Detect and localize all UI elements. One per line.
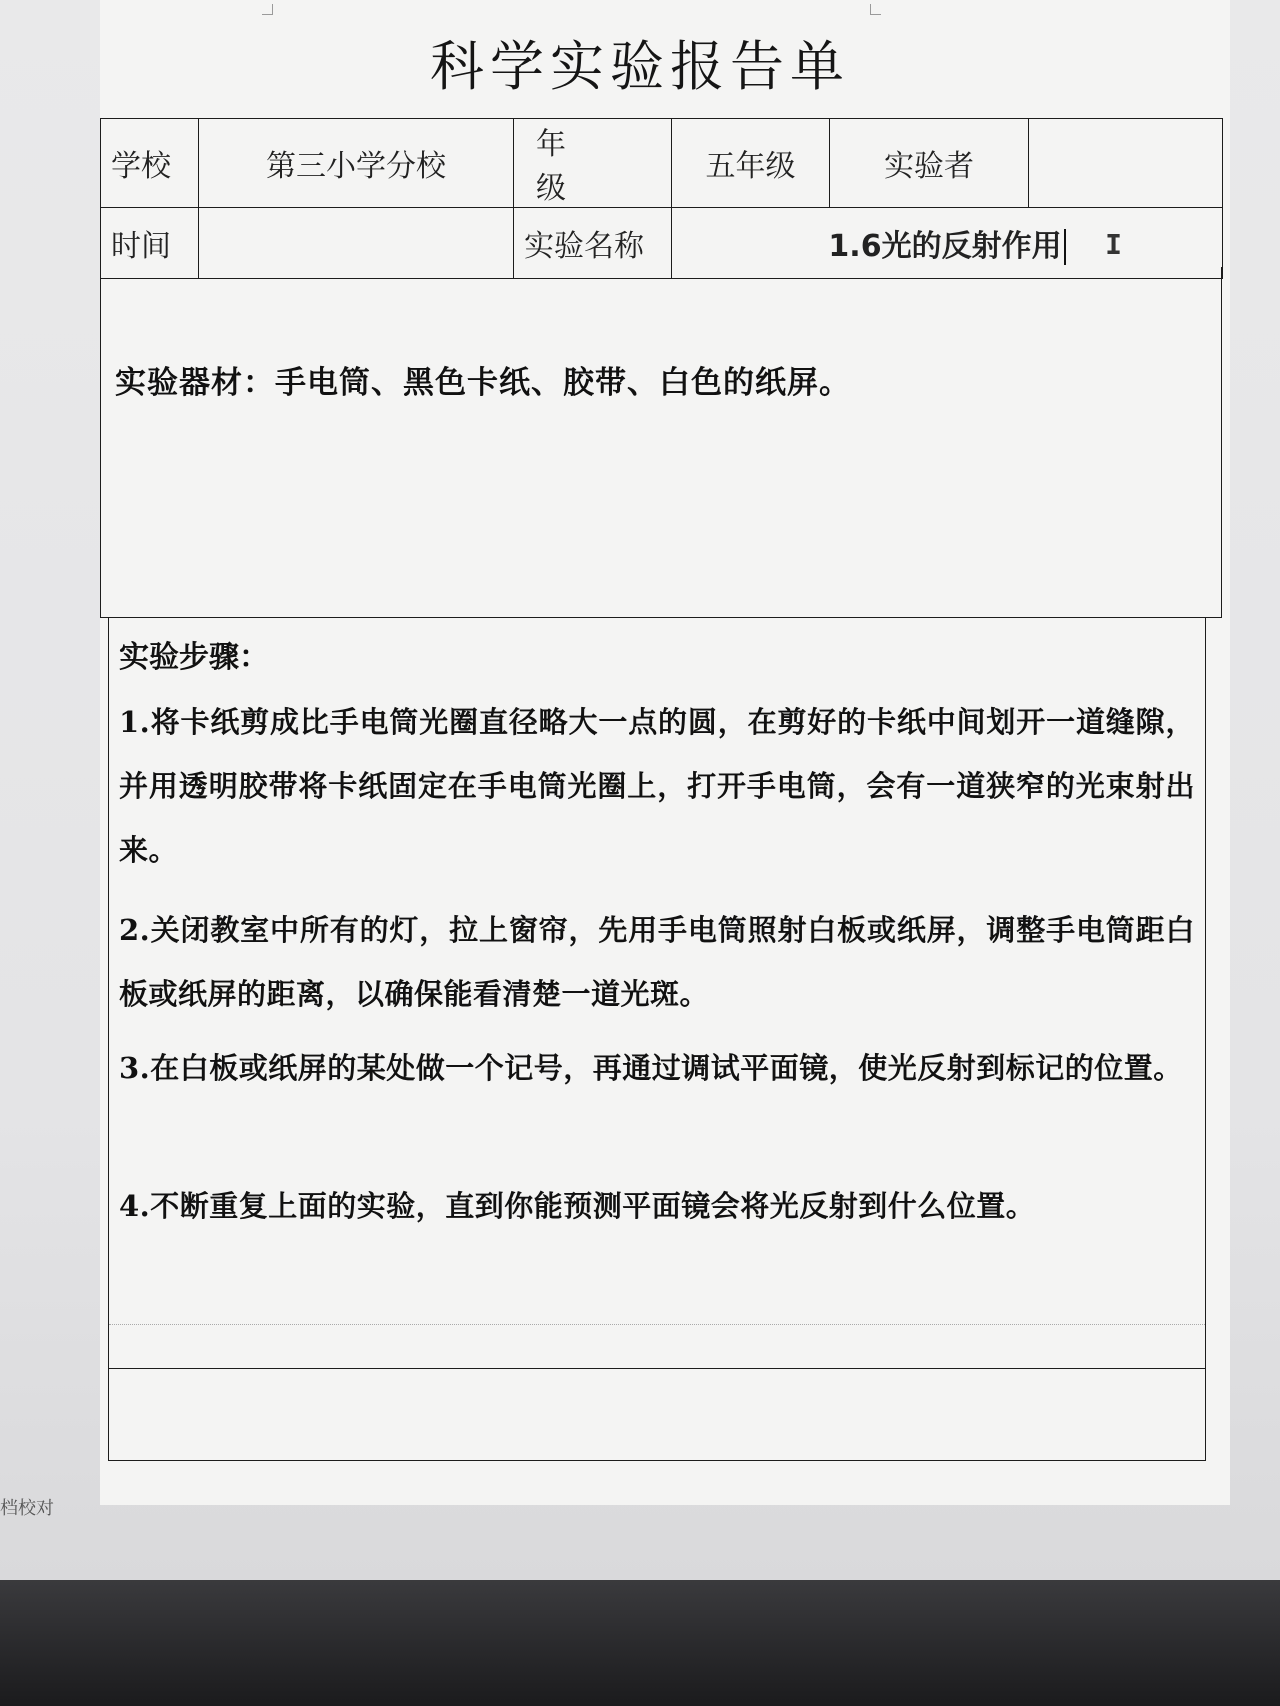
table-gridline: [109, 1324, 1205, 1325]
experiment-name-text: 1.6光的反射作用: [828, 228, 1062, 264]
grade-label-cell: 年级: [514, 119, 672, 208]
step-item: 3.在白板或纸屏的某处做一个记号，再通过调试平面镜，使光反射到标记的位置。: [119, 1051, 1183, 1085]
crop-mark-top-left: [262, 4, 273, 15]
report-header-table: [100, 118, 1223, 279]
crop-mark-top-right: [870, 4, 881, 15]
step-item: 1.将卡纸剪成比手电筒光圈直径略大一点的圆，在剪好的卡纸中间划开一道缝隙，并用透明胶带将卡纸固定在手电筒光圈上，打开手电筒，会有一道狭窄的光束射出来。: [119, 705, 1195, 867]
step-item: 2.关闭教室中所有的灯，拉上窗帘，先用手电筒照射白板或纸屏，调整手电筒距白板或纸屏的距离，以确保能看清楚一道光斑。: [119, 913, 1195, 1011]
steps-section[interactable]: [108, 617, 1206, 1461]
step-item: 4.不断重复上面的实验，直到你能预测平面镜会将光反射到什么位置。: [119, 1189, 1036, 1223]
experimenter-value-cell[interactable]: [1029, 119, 1223, 208]
school-value-cell[interactable]: 第三小学分校: [199, 119, 514, 208]
materials-section[interactable]: [100, 267, 1222, 618]
experiment-name-label-cell: 实验名称: [514, 208, 672, 279]
materials-text: 实验器材：手电筒、黑色卡纸、胶带、白色的纸屏。: [115, 365, 851, 401]
school-label-cell: 学校: [101, 119, 199, 208]
document-title[interactable]: 科学实验报告单: [430, 35, 850, 98]
proofread-status-label[interactable]: 档校对: [0, 1498, 54, 1519]
table-divider: [109, 1368, 1205, 1369]
steps-heading: 实验步骤：: [119, 640, 269, 675]
experimenter-label-cell: 实验者: [830, 119, 1029, 208]
i-beam-cursor-icon: I: [1105, 228, 1122, 261]
time-label-cell: 时间: [101, 208, 199, 279]
grade-value-cell[interactable]: 五年级: [672, 119, 830, 208]
table-row: [101, 119, 1223, 208]
text-caret: [1064, 229, 1066, 265]
monitor-bezel: [0, 1580, 1280, 1706]
